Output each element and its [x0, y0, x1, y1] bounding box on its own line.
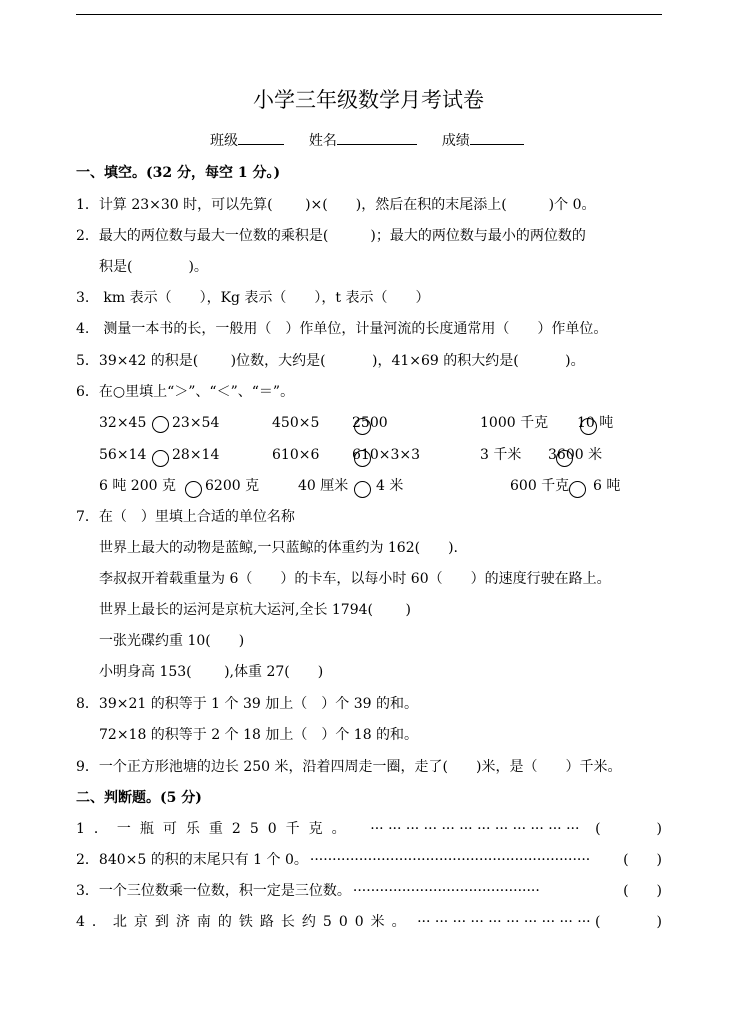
question-4: 4. 测量一本书的长，一般用（ ）作单位，计量河流的长度通常用（ ）作单位。: [76, 321, 608, 337]
page-title: 小学三年级数学月考试卷: [253, 88, 484, 112]
compare-circle[interactable]: [569, 481, 586, 498]
compare-circle[interactable]: [152, 416, 169, 433]
header-fields: [210, 132, 524, 150]
name-field[interactable]: [337, 132, 417, 145]
question-7: 7．在（ ）里填上合适的单位名称: [76, 509, 295, 525]
cmp-r3c1-right: 6200 克: [205, 478, 260, 494]
judge-item-3: [76, 882, 662, 900]
section1-heading: 一、填空。(32 分，每空 1 分。): [76, 165, 281, 181]
score-label: 成绩: [441, 133, 470, 149]
cmp-r1c3-left: 1000 千克: [480, 415, 549, 431]
class-label: 班级: [210, 133, 238, 149]
question-7-line: 世界上最长的运河是京杭大运河,全长 1794( ): [99, 602, 411, 618]
question-5: 5．39×42 的积是( )位数，大约是( )，41×69 的积大约是( )。: [76, 353, 585, 369]
cmp-r2c1-left: 56×14: [99, 447, 147, 463]
question-3: 3. km 表示（ ），Kg 表示（ ），t 表示（ ）: [76, 290, 430, 306]
cmp-r2c2-left: 610×6: [272, 447, 320, 463]
judge-text: 3．一个三位数乘一位数，积一定是三位数。: [76, 883, 351, 899]
cmp-r1c2-left: 450×5: [272, 415, 320, 431]
judge-answer[interactable]: ( ): [595, 914, 662, 930]
cmp-r2c2-right: 610×3×3: [352, 447, 420, 463]
cmp-r3c1-left: 6 吨 200 克: [99, 478, 176, 494]
judge-answer[interactable]: ( ): [595, 821, 662, 837]
question-6: 6．在○里填上“＞”、“＜”、“＝”。: [76, 384, 295, 400]
question-7-line: 小明身高 153( ),体重 27( ): [99, 664, 324, 680]
judge-item-1: [76, 820, 662, 838]
cmp-r1c1-right: 23×54: [172, 415, 220, 431]
question-7-line: 世界上最大的动物是蓝鲸,一只蓝鲸的体重约为 162( ).: [99, 540, 458, 556]
judge-dots: ··· ··· ··· ··· ··· ··· ··· ··· ··· ··· ··· ···: [370, 821, 580, 837]
score-field[interactable]: [470, 132, 524, 145]
question-1: 1．计算 23×30 时，可以先算( )×( )，然后在积的末尾添上( )个 0。: [76, 197, 596, 213]
cmp-r2c1-right: 28×14: [172, 447, 220, 463]
cmp-r2c3-left: 3 千米: [480, 447, 522, 463]
judge-text: 2．840×5 的积的末尾只有 1 个 0。: [76, 852, 308, 868]
judge-text: 1．一瓶可乐重250千克。: [76, 821, 355, 837]
section2-heading: 二、判断题。(5 分): [76, 790, 202, 806]
judge-dots: ··· ··· ··· ··· ··· ··· ··· ··· ··· ···: [417, 914, 591, 930]
top-rule: [76, 14, 662, 15]
cmp-r1c2-right: 2500: [352, 415, 388, 431]
question-2b: 积是( )。: [99, 259, 208, 275]
compare-circle[interactable]: [152, 450, 169, 467]
cmp-r3c3-left: 600 千克: [510, 478, 570, 494]
cmp-r3c2-left: 40 厘米: [298, 478, 349, 494]
question-7-line: 李叔叔开着载重量为 6（ ）的卡车，以每小时 60（ ）的速度行驶在路上。: [99, 571, 611, 587]
judge-item-4: [76, 913, 662, 931]
question-2a: 2．最大的两位数与最大一位数的乘积是( )；最大的两位数与最小的两位数的: [76, 228, 586, 244]
cmp-r3c2-right: 4 米: [376, 478, 404, 494]
question-8a: 8．39×21 的积等于 1 个 39 加上（ ）个 39 的和。: [76, 696, 418, 712]
cmp-r2c3-right: 3600 米: [548, 447, 603, 463]
judge-text: 4．北京到济南的铁路长约500米。: [76, 914, 413, 930]
compare-circle[interactable]: [354, 481, 371, 498]
judge-item-2: [76, 851, 662, 869]
cmp-r3c3-right: 6 吨: [593, 478, 621, 494]
compare-circle[interactable]: [185, 481, 202, 498]
cmp-r1c1-left: 32×45: [99, 415, 147, 431]
judge-answer[interactable]: ( ): [623, 852, 662, 868]
question-9: 9．一个正方形池塘的边长 250 米，沿着四周走一圈，走了( )米，是（ ）千米。: [76, 759, 622, 775]
question-8b: 72×18 的积等于 2 个 18 加上（ ）个 18 的和。: [99, 727, 419, 743]
question-7-line: 一张光碟约重 10( ): [99, 633, 245, 649]
class-field[interactable]: [238, 132, 284, 145]
judge-dots: ·······························································: [309, 852, 591, 868]
name-label: 姓名: [308, 133, 337, 149]
judge-dots: ··········································: [352, 883, 540, 899]
judge-answer[interactable]: ( ): [623, 883, 662, 899]
cmp-r1c3-right: 10 吨: [577, 415, 614, 431]
